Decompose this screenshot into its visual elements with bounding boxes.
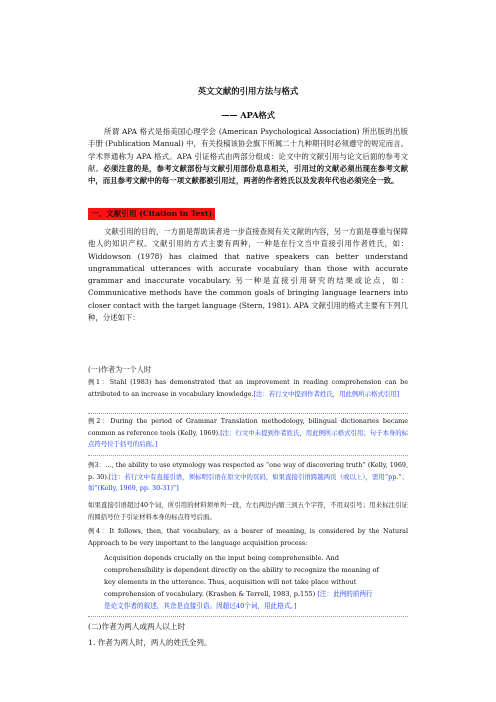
example-2 [88, 416, 408, 451]
item-two-authors: 1. 作者为两人时，两人的姓氏全列。 [88, 638, 212, 647]
dotted-divider [88, 616, 408, 617]
subheading-multiple-authors: (二)作者为两人或两人以上时 [88, 622, 186, 631]
quote-note-a: [注：此例的前两行 [317, 590, 373, 598]
block-quote-line: Acquisition depends crucially on the input being comprehensible. And [104, 554, 339, 562]
example-1 [88, 377, 408, 400]
long-quote-rule: 如果直接引语超过40个词，所引用的材料须单列一段，左右两边内缩三到五个字符，不用双引号；用来标注引证的圆括号位于引证材料本身的标点符号后面。 [88, 501, 408, 521]
block-quote-line: key elements in the utterance. Thus, acquisition will not take place without [104, 578, 357, 586]
example-2-text: 例2：During the period of Grammar Translation methodology, bilingual dictionaries became common as reference tools (Kelly, 1969). [88, 417, 408, 437]
dotted-divider [88, 455, 408, 456]
example-1-text: 例1：Stahl (1983) has demonstrated that an improvement in reading comprehension can be attributed to an increase in vocabulary knowledge. [88, 378, 408, 398]
section1-heading: 一、文献引用 (Citation in Text) [88, 208, 215, 220]
block-quote-line [104, 589, 404, 601]
section1-paragraph: 文献引用的目的，一方面是帮助读者进一步直接查阅有关文献的内容，另一方面是尊重与保障他人的知识产权。文献引用的方式主要有两种，一种是在行文当中直接引用作者姓氏，如：Widdowson (1978) has claimed that native speakers can better understand ungrammatical utterances with accurate vocabulary than those with accurate grammar and inaccurate vocabulary. 另一种是直接引用研究的结果或论点，如：Communicative methods have the common goals of bringing language learners into closer contact with the target language (Stern, 1981). APA 文献引用的格式主要有下列几种，分述如下： [88, 227, 408, 323]
example-3-text: 例3：…, the ability to use etymology was respected as “one way of discovering truth” (Kelly, 1969, p. 30). [88, 461, 408, 481]
example-1-note: [注：若行文中提到作者姓氏，用此例所示格式引用] [253, 389, 400, 398]
intro-paragraph [88, 126, 408, 187]
dotted-divider [88, 413, 408, 414]
example-2-note: [注：行文中未提到作者姓氏，用此例所示格式引用；句子本身的标点符号位于括号的后面。] [88, 428, 409, 449]
intro-bold-text: 必须注意的是，参考文献部份与文献引用部份息息相关，引用过的文献必须出现在参考文献中，而且参考文献中的每一项文献都被引用过，两者的作者姓氏以及发表年代也必须完全一致。 [88, 163, 408, 186]
quote-note-b: 是论文作者的叙述，其余是直接引语。因超过40个词，用此格式。] [104, 602, 297, 610]
document-subtitle: —— APA格式 [221, 110, 275, 120]
example-3-note: [注：若行文中有直接引语，须标明引语在原文中的页码，如果直接引语跨越两页（或以上），需用“pp.”；如“(Kelly, 1969, pp. 30-31)”] [88, 472, 408, 493]
block-quote-line: comprehensibility is dependent directly on the ability to recognize the meaning of [104, 566, 379, 574]
document-title: 英文文献的引用方法与格式 [197, 86, 299, 96]
example-3 [88, 460, 408, 495]
intro-text: 所谓 APA 格式是指美国心理学会 (American Psychological Association) 所出版的出版手册 (Publication Manual) 中，有关投稿该协会旗下所属二十九种期刊时必须遵守的规定而言。学术界通称为 APA 格式。APA 引证格式由两部分组成：论文中的文献引用与论文后面的参考文献。 [88, 127, 408, 173]
block-quote-last: comprehension of vocabulary. (Krashen & Terrell, 1983, p.155) [104, 590, 316, 598]
example-4: 例4：It follows, then, that vocabulary, as a bearer of meaning, is considered by the Natural Approach to be very important to the language acquisition process: [88, 527, 408, 547]
subheading-single-author: (一)作者为一个人时 [88, 365, 152, 374]
